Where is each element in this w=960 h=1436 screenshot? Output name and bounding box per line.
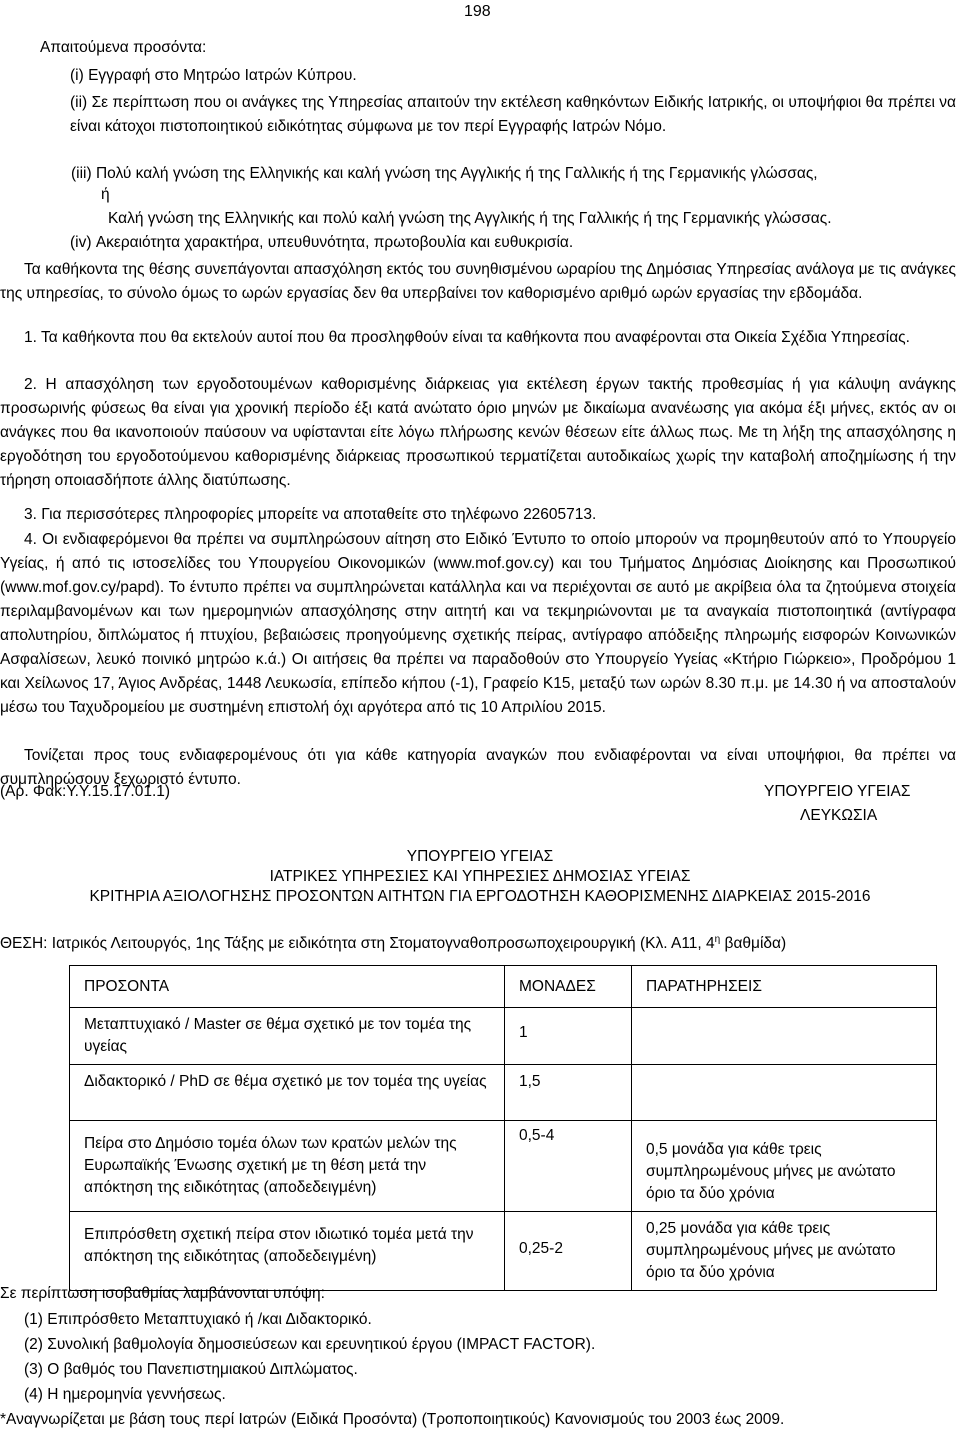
units-cell: 0,5-4 (505, 1121, 632, 1212)
point-3: 3. Για περισσότερες πληροφορίες μπορείτε να αποταθείτε στο τηλέφωνο 22605713. (24, 506, 597, 523)
duties-paragraph: Τα καθήκοντα της θέσης συνεπάγονται απασχόληση εκτός του συνηθισμένου ωραρίου της Δημόσιας Υπηρεσίας ανάλογα με τις ανάγκες της υπηρεσίας, το σύνολο όμως το ωρών εργασίας δεν θα υπερβαίνει τον καθορισμένο αριθμό ωρών εργασίας την εβδομάδα. (0, 261, 956, 302)
requirement-iii-a: (iii) Πολύ καλή γνώση της Ελληνικής και καλή γνώση της Αγγλικής ή της Γαλλικής ή της Γερμανικής γλώσσας, (71, 165, 818, 182)
requirements-heading: Απαιτούμενα προσόντα: (40, 39, 207, 56)
notes-cell: 0,5 μονάδα για κάθε τρεις συμπληρωμένους μήνες με ανώτατο όριο τα δύο χρόνια (632, 1121, 937, 1212)
subject-tail: βαθμίδα) (720, 935, 787, 953)
subject-sup: η (714, 934, 721, 945)
criteria-table (69, 965, 937, 1291)
subject-line (0, 930, 786, 954)
header-ministry: ΥΠΟΥΡΓΕΙΟ ΥΓΕΙΑΣ (406, 848, 554, 865)
units-cell: 1,5 (505, 1065, 632, 1121)
table-row (70, 1008, 937, 1065)
tie-item-3: (3) Ο βαθμός του Πανεπιστημιακού Διπλώματος. (24, 1361, 358, 1378)
qualification-cell: Διδακτορικό / PhD σε θέμα σχετικό με τον τομέα της υγείας (70, 1065, 505, 1121)
page-number: 198 (464, 3, 491, 20)
requirement-i: (i) Εγγραφή στο Μητρώο Ιατρών Κύπρου. (70, 67, 357, 84)
file-reference: (Αρ. Φακ:Υ.Υ.15.17.01.1) (0, 783, 171, 800)
requirement-iii-or: ή (101, 186, 110, 203)
footnote: *Αναγνωρίζεται με βάση τους περί Ιατρών (Ειδικά Προσόντα) (Τροποποιητικούς) Κανονισμούς του 2003 έως 2009. (0, 1411, 785, 1428)
notes-cell (632, 1065, 937, 1121)
table-header-row (70, 966, 937, 1008)
header-units: ΜΟΝΑΔΕΣ (505, 966, 632, 1008)
header-qualifications: ΠΡΟΣΟΝΤΑ (70, 966, 505, 1008)
tie-heading: Σε περίπτωση ισοβαθμίας λαμβάνονται υπόψη: (0, 1285, 325, 1302)
subject-text: ΘΕΣΗ: Ιατρικός Λειτουργός, 1ης Τάξης με ειδικότητα στη Στοματογναθοπροσωποχειρουργική (Κλ. Α11, 4 (0, 935, 715, 953)
ministry-sign-line1: ΥΠΟΥΡΓΕΙΟ ΥΓΕΙΑΣ (764, 783, 911, 800)
requirement-ii: (ii) Σε περίπτωση που οι ανάγκες της Υπηρεσίας απαιτούν την εκτέλεση καθηκόντων Ειδικής Ιατρικής, οι υποψήφιοι θα πρέπει να είναι κάτοχοι πιστοποιητικού ειδικότητας σύμφωνα με τον περί Εγγραφής Ιατρών Νόμο. (70, 94, 956, 135)
qualification-cell: Επιπρόσθετη σχετική πείρα στον ιδιωτικό τομέα μετά την απόκτηση της ειδικότητας (αποδεδειγμένη) (70, 1212, 505, 1291)
notes-cell (632, 1008, 937, 1065)
notes-cell: 0,25 μονάδα για κάθε τρεις συμπληρωμένους μήνες με ανώτατο όριο τα δύο χρόνια (632, 1212, 937, 1291)
emphasis-paragraph: Τονίζεται προς τους ενδιαφερομένους ότι για κάθε κατηγορία αναγκών που ενδιαφέρονται να είναι υποψήφιοι, θα πρέπει να συμπληρώσουν ξεχωριστό έντυπο. (0, 747, 956, 788)
point-1: 1. Τα καθήκοντα που θα εκτελούν αυτοί που θα προσληφθούν είναι τα καθήκοντα που αναφέρονται στα Οικεία Σχέδια Υπηρεσίας. (24, 329, 910, 346)
requirement-iii-b: Καλή γνώση της Ελληνικής και πολύ καλή γνώση της Αγγλικής ή της Γαλλικής ή της Γερμανικής γλώσσας. (108, 210, 832, 227)
table-row (70, 1065, 937, 1121)
tie-item-4: (4) Η ημερομηνία γεννήσεως. (24, 1386, 226, 1403)
header-notes: ΠΑΡΑΤΗΡΗΣΕΙΣ (632, 966, 937, 1008)
table-row (70, 1212, 937, 1291)
header-criteria-title: ΚΡΙΤΗΡΙΑ ΑΞΙΟΛΟΓΗΣΗΣ ΠΡΟΣΟΝΤΩΝ ΑΙΤΗΤΩΝ ΓΙΑ ΕΡΓΟΔΟΤΗΣΗ ΚΑΘΟΡΙΣΜΕΝΗΣ ΔΙΑΡΚΕΙΑΣ 2015-2016 (89, 888, 871, 905)
tie-item-1: (1) Επιπρόσθετο Μεταπτυχιακό ή /και Διδακτορικό. (24, 1311, 372, 1328)
table-row (70, 1121, 937, 1212)
qualification-cell: Πείρα στο Δημόσιο τομέα όλων των κρατών μελών της Ευρωπαϊκής Ένωσης σχετική με τη θέση μετά την απόκτηση της ειδικότητας (αποδεδειγμένη) (70, 1121, 505, 1212)
requirement-iv: (iv) Ακεραιότητα χαρακτήρα, υπευθυνότητα, πρωτοβουλία και ευθυκρισία. (70, 234, 574, 251)
point-2: 2. Η απασχόληση των εργοδοτουμένων καθορισμένης διάρκειας για εκτέλεση έργων τακτής προθεσμίας ή για κάλυψη ανάγκης προσωρινής φύσεως θα είναι για χρονική περίοδο έξι κατά ανώτατο όριο μηνών με δικαίωμα ανανέωσης για ακόμα έξι μήνες, εκτός αν οι ανάγκες που θα ικανοποιούν παύσουν να υφίστανται είτε λόγω πλήρωσης κενών θέσεων είτε άλλως πως. Με τη λήξη της απασχόλησης η εργοδότηση του εργοδοτούμενου καθορισμένης διάρκειας προσωπικού τερματίζεται αυτοδικαίως χωρίς την καταβολή αποζημίωσης ή την τήρηση οποιασδήποτε άλλης διατύπωσης. (0, 376, 956, 489)
tie-item-2: (2) Συνολική βαθμολογία δημοσιεύσεων και ερευνητικού έργου (IMPACT FACTOR). (24, 1336, 596, 1353)
point-4: 4. Οι ενδιαφερόμενοι θα πρέπει να συμπληρώσουν αίτηση στο Ειδικό Έντυπο το οποίο μπορούν να προμηθευτούν από το Υπουργείο Υγείας, ή από τις ιστοσελίδες του Υπουργείου Οικονομικών (www.mof.gov.cy) και του Τμήματος Δημόσιας Διοίκησης και Προσωπικού (www.mof.gov.cy/papd). Το έντυπο πρέπει να συμπληρώνεται κατάλληλα και να περιέχονται σε αυτό με ακρίβεια όλα τα ζητούμενα στοιχεία περιλαμβανομένων και των ημερομηνιών απασχόλησης στην αιτητή και να τεκμηριώνονται με τα αναγκαία πιστοποιητικά (αντίγραφα απολυτηρίου, διπλώματος ή πτυχίου, βεβαιώσεις προηγούμενης σχετικής πείρας, αντίγραφο απόδειξης πληρωμής εισφορών Κοινωνικών Ασφαλίσεων, λευκό ποινικό μητρώο κ.ά.) Οι αιτήσεις θα πρέπει να παραδοθούν στο Υπουργείο Υγείας «Κτήριο Γιώρκειο», Προδρόμου 1 και Χείλωνος 17, Άγιος Ανδρέας, 1448 Λευκωσία, επίπεδο κήπου (-1), Γραφείο Κ15, μεταξύ των ωρών 8.30 π.μ. με 14.30 ή να αποσταλούν μέσω του Ταχυδρομείου με συστημένη επιστολή όχι αργότερα από τις 10 Απριλίου 2015. (0, 531, 956, 716)
units-cell: 0,25-2 (505, 1212, 632, 1291)
ministry-sign-line2: ΛΕΥΚΩΣΙΑ (800, 807, 878, 824)
units-cell: 1 (505, 1008, 632, 1065)
header-services: ΙΑΤΡΙΚΕΣ ΥΠΗΡΕΣΙΕΣ ΚΑΙ ΥΠΗΡΕΣΙΕΣ ΔΗΜΟΣΙΑΣ ΥΓΕΙΑΣ (269, 868, 691, 885)
qualification-cell: Μεταπτυχιακό / Master σε θέμα σχετικό με τον τομέα της υγείας (70, 1008, 505, 1065)
